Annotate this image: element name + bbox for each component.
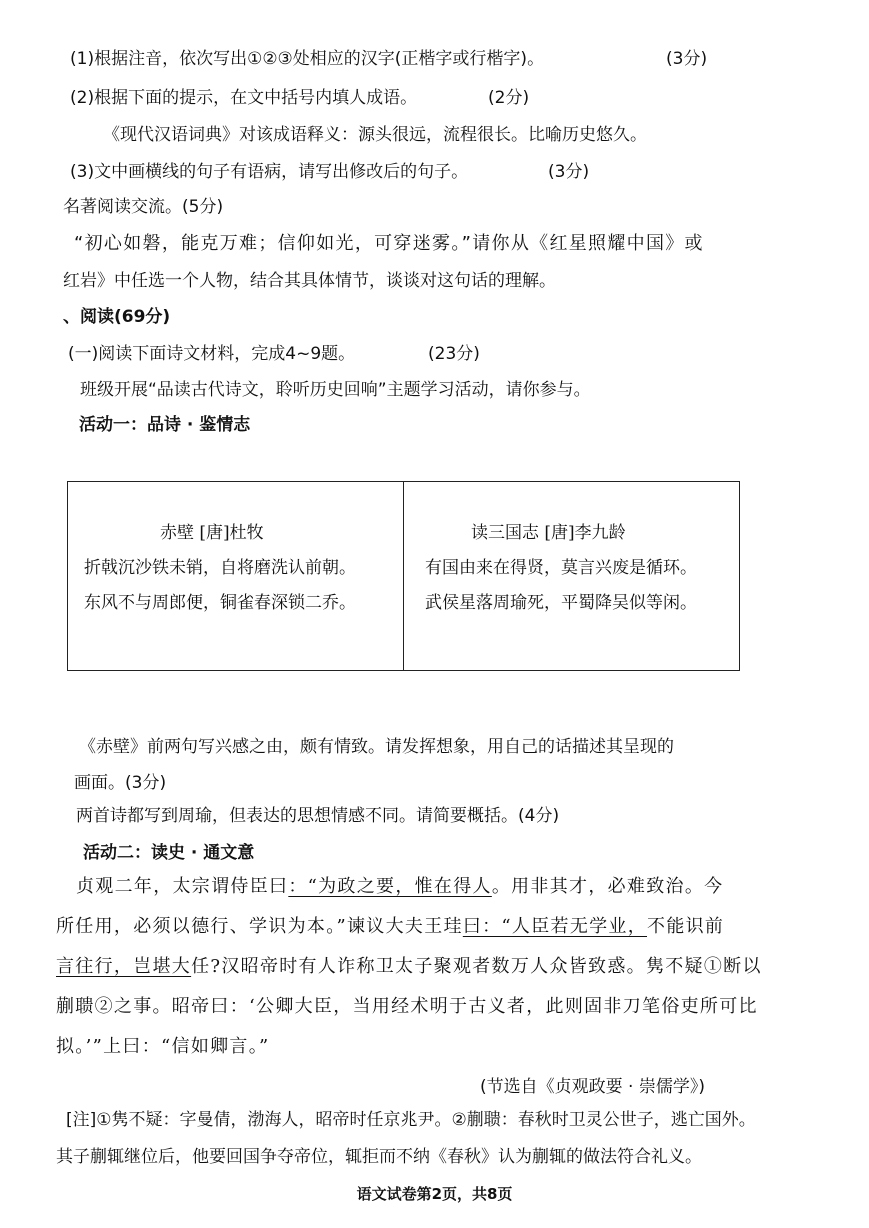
reading-part-1-score: (23分) (428, 344, 480, 364)
dictionary-note: 《现代汉语词典》对该成语释义：源头很远，流程很长。比喻历史悠久。 (103, 125, 647, 145)
classical-text-segment: 贞观二年，太宗谓侍臣曰 (76, 876, 289, 897)
classics-line-2: 红岩》中任选一个人物，结合其具体情节，谈谈对这句话的理解。 (63, 271, 556, 291)
classical-text-segment: 不能识前 (647, 916, 725, 937)
question-1: (1)根据注音，依次写出①②③处相应的汉字(正楷字或行楷字)。 (70, 49, 545, 69)
activity-intro: 班级开展“品读古代诗文，聆听历史回响”主题学习活动，请你参与。 (80, 380, 591, 400)
classical-text-segment: 所任用，必须以德行、学识为本。”谏议大夫王珪 (56, 916, 463, 937)
poem-chibi-line-1: 折戟沉沙铁未销，自将磨洗认前朝。 (84, 558, 356, 578)
classical-text-line-4: 蒯聩②之事。昭帝曰：‘公卿大臣，当用经术明于古义者，此则固非刀笔俗吏所可比 (56, 996, 758, 1017)
question-5: 两首诗都写到周瑜，但表达的思想情感不同。请简要概括。(4分) (76, 806, 560, 826)
classical-text-line-2 (56, 916, 724, 938)
classical-text-line-1 (76, 876, 723, 898)
classical-text-segment: 。用非其才，必难致治。今 (491, 876, 724, 897)
poem-left-cell (68, 482, 404, 670)
annotation-line-1: [注]①隽不疑：字曼倩，渤海人，昭帝时任京兆尹。②蒯聩：春秋时卫灵公世子，逃亡国外。 (66, 1110, 756, 1130)
source-citation: (节选自《贞观政要 · 崇儒学》) (480, 1077, 705, 1097)
poem-table (67, 481, 740, 671)
activity-2-heading: 活动二：读史 · 通文意 (83, 843, 255, 863)
question-4-line-1: 《赤壁》前两句写兴感之由，颇有情致。请发挥想象，用自己的话描述其呈现的 (79, 737, 674, 757)
underlined-sentence-2: 曰：“人臣若无学业， (462, 916, 648, 937)
question-3-score: (3分) (548, 162, 590, 182)
poem-sanguozhi-line-1: 有国由来在得贤，莫言兴废是循环。 (425, 558, 697, 578)
poem-right-cell (403, 482, 739, 670)
classical-text-line-5: 拟。’”上曰：“信如卿言。” (56, 1036, 270, 1057)
annotation-line-2: 其子蒯辄继位后，他要回国争夺帝位，辄拒而不纳《春秋》认为蒯辄的做法符合礼义。 (56, 1147, 702, 1167)
classical-text-line-3 (56, 956, 762, 978)
classics-heading: 名著阅读交流。(5分) (63, 197, 224, 217)
page-footer: 语文试卷第2页，共8页 (356, 1185, 513, 1203)
poem-chibi-title: 赤壁 [唐]杜牧 (160, 523, 264, 543)
question-2-score: (2分) (488, 88, 530, 108)
question-1-score: (3分) (666, 49, 708, 69)
poem-sanguozhi-title: 读三国志 [唐]李九龄 (471, 523, 626, 543)
underlined-sentence-2-end: 言往行，岂堪大 (56, 956, 192, 977)
poem-sanguozhi-line-2: 武侯星落周瑜死，平蜀降吴似等闲。 (425, 593, 697, 613)
classical-text-segment: 任?汉昭帝时有人诈称卫太子聚观者数万人众皆致惑。隽不疑①断以 (191, 956, 762, 977)
question-3: (3)文中画横线的句子有语病，请写出修改后的句子。 (70, 162, 469, 182)
question-2: (2)根据下面的提示，在文中括号内填人成语。 (70, 88, 418, 108)
question-4-line-2: 画面。(3分) (74, 773, 167, 793)
poem-chibi-line-2: 东风不与周郎便，铜雀春深锁二乔。 (84, 593, 356, 613)
reading-part-1: (一)阅读下面诗文材料，完成4~9题。 (68, 344, 356, 364)
classics-line-1: “初心如磐，能克万难；信仰如光，可穿迷雾。”请你从《红星照耀中国》或 (74, 233, 704, 254)
activity-1-heading: 活动一：品诗 · 鉴情志 (79, 415, 251, 435)
underlined-sentence-1: ：“为政之要，惟在得人 (288, 876, 492, 897)
reading-heading: 、阅读(69分) (63, 307, 171, 327)
